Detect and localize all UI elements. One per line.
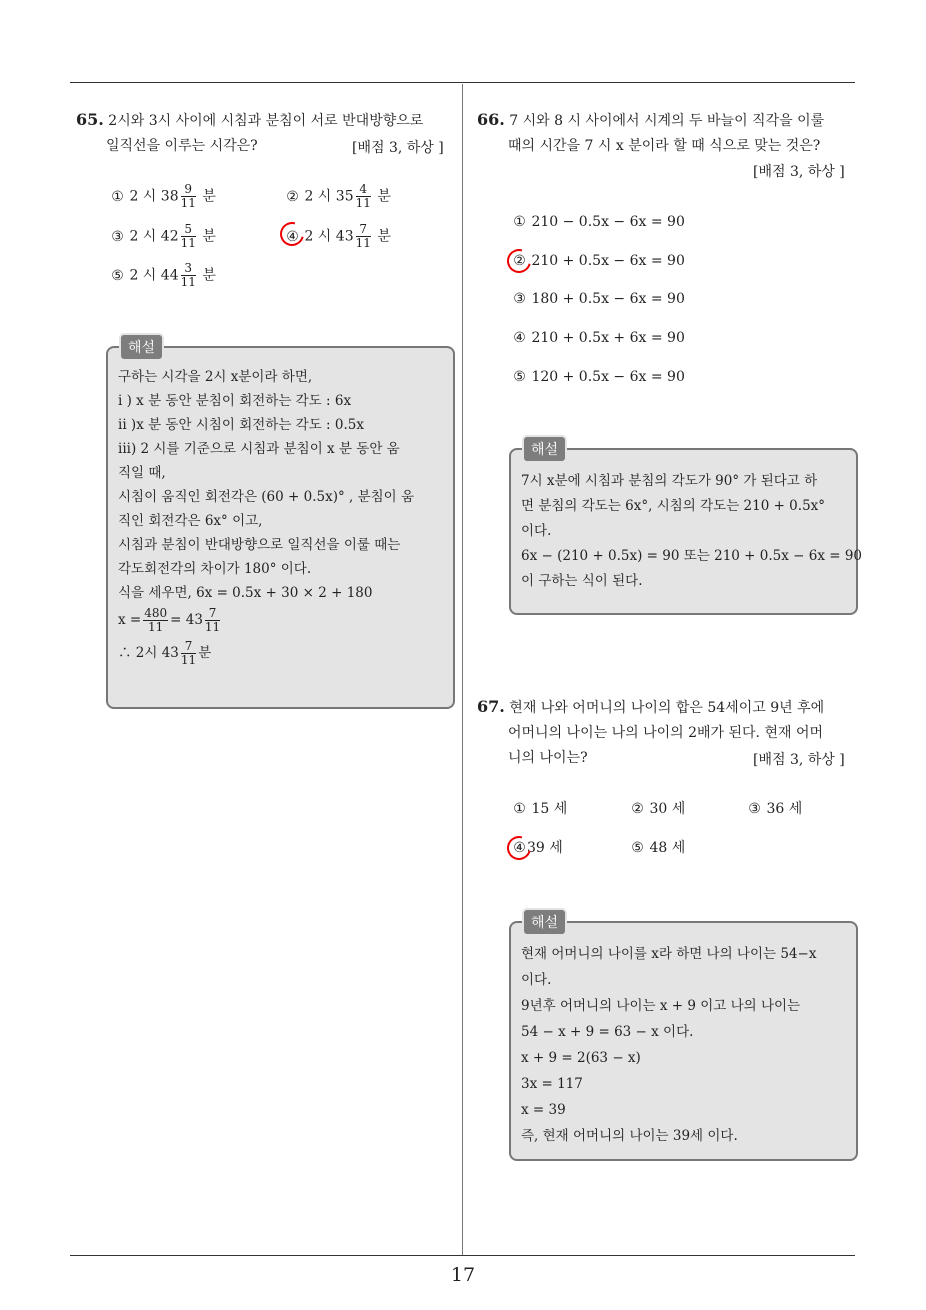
solution-box-67 [509, 915, 858, 1161]
option-1[interactable] [512, 799, 567, 819]
solution-label: 해설 [522, 435, 567, 463]
question-text-line1: 7 시와 8 시 사이에서 시계의 두 바늘이 직각을 이룰 [509, 113, 825, 129]
question-number: 65. [76, 110, 104, 129]
option-text: 2 시 38 [129, 188, 179, 205]
option-text: 120 + 0.5x − 6x = 90 [531, 369, 685, 385]
option-text: 210 + 0.5x − 6x = 90 [531, 253, 685, 269]
option-4[interactable] [512, 328, 685, 348]
option-text: 210 − 0.5x − 6x = 90 [531, 214, 685, 230]
fraction: $\frac{5}{11}$ [180, 222, 196, 250]
option-mark: ④ [513, 330, 526, 346]
question-text-line1: 2시와 3시 사이에 시침과 분침이 서로 반대방향으로 [108, 113, 424, 129]
option-5[interactable] [630, 838, 685, 858]
solution-body: 현재 어머니의 나이를 x라 하면 나의 나이는 54−x 이다. 9년후 어머니의 나이는 x + 9 이고 나의 나이는 54 − x + 9 = 63 − x 이다. x + 9 = 2(63 − x) 3x = 117 x = 39 즉, 현재 어머니의 나이는 39세 이다. [521, 946, 817, 1144]
option-mark: ④ [286, 228, 299, 245]
option-3[interactable] [110, 223, 216, 250]
fraction: $\frac{3}{11}$ [180, 261, 196, 289]
option-mark: ③ [748, 801, 761, 817]
question-text-line2: 어머니의 나이는 나의 나이의 2배가 된다. 현재 어머 [508, 725, 823, 741]
option-text: 39 세 [527, 840, 563, 856]
option-unit: 분 [202, 267, 216, 284]
option-text: 2 시 42 [129, 228, 179, 245]
option-mark: ③ [111, 228, 124, 245]
option-text: 180 + 0.5x − 6x = 90 [531, 291, 685, 307]
option-text: 48 세 [649, 840, 686, 856]
question-text-line1: 현재 나와 어머니의 나이의 합은 54세이고 9년 후에 [509, 700, 825, 716]
option-2[interactable] [630, 799, 685, 819]
solution-box-66 [509, 442, 863, 615]
option-text: 210 + 0.5x + 6x = 90 [531, 330, 685, 346]
solution-box-65 [106, 340, 455, 709]
page-number: 17 [450, 1264, 476, 1286]
option-text: 15 세 [531, 801, 568, 817]
option-1[interactable] [512, 212, 685, 232]
option-mark: ① [513, 214, 526, 230]
option-3[interactable] [512, 289, 685, 309]
score-meta: [배점 3, 하상 ] [753, 164, 845, 180]
option-mark: ⑤ [513, 369, 526, 385]
fraction: $\frac{4}{11}$ [355, 182, 371, 210]
option-5[interactable] [110, 262, 216, 289]
option-1[interactable] [110, 183, 216, 210]
option-mark: ① [513, 801, 526, 817]
option-text: 2 시 35 [304, 188, 354, 205]
solution-body: 7시 x분에 시침과 분침의 각도가 90° 가 된다고 하 면 분침의 각도는 6x°, 시침의 각도는 210 + 0.5x° 이다. 6x − (210 + 0.5x) = 90 또는 210 + 0.5x − 6x = 90 이 구하는 식이 된다. [521, 473, 863, 589]
option-mark: ② [513, 253, 526, 269]
solution-label: 해설 [522, 908, 567, 936]
option-mark: ⑤ [631, 840, 644, 856]
column-divider [462, 84, 463, 1255]
option-mark: ② [286, 188, 299, 205]
bottom-rule [70, 1255, 855, 1256]
option-unit: 분 [202, 188, 216, 205]
option-mark: ⑤ [111, 267, 124, 284]
fraction: $\frac{7}{11}$ [355, 222, 371, 250]
solution-body: 구하는 시각을 2시 x분이라 하면, i ) x 분 동안 분침이 회전하는 각도 : 6x ii )x 분 동안 시침이 회전하는 각도 : 0.5x iii) 2 시를 기준으로 시침과 분침이 x 분 동안 움 직일 때, 시침이 움직인 회전각은 (60 + 0.5x)° , 분침이 움 직인 회전각은 6x° 이고, 시침과 분침이 반대방향으로 일직선을 이룰 때는 각도회전각의 차이가 180° 이다. 식을 세우면, 6x = 0.5x + 30 × 2 + 180 x = $\frac{480}{11}$ = 43 $\frac{7}{11}$ ∴ 2시 43 $\frac{7}{11}$ 분 [118, 369, 415, 667]
fraction: $\frac{9}{11}$ [180, 182, 196, 210]
option-mark: ① [111, 188, 124, 205]
solution-label: 해설 [119, 333, 164, 361]
question-number: 66. [477, 110, 505, 129]
option-unit: 분 [202, 228, 216, 245]
option-2[interactable] [512, 251, 685, 271]
option-3[interactable] [747, 799, 802, 819]
score-meta: [배점 3, 하상 ] [352, 140, 444, 156]
question-text-line2: 일직선을 이루는 시각은? [106, 138, 258, 154]
option-mark: ④ [513, 840, 526, 856]
answer-circle-mark [503, 245, 536, 278]
option-unit: 분 [377, 188, 391, 205]
option-unit: 분 [377, 228, 391, 245]
top-rule [70, 82, 855, 83]
option-2[interactable] [285, 183, 391, 210]
option-text: 2 시 43 [304, 228, 354, 245]
option-text: 2 시 44 [129, 267, 179, 284]
score-meta: [배점 3, 하상 ] [753, 752, 845, 768]
question-66 [477, 107, 862, 159]
answer-circle-mark [503, 832, 536, 865]
question-number: 67. [477, 697, 505, 716]
option-5[interactable] [512, 367, 685, 387]
option-text: 30 세 [649, 801, 686, 817]
question-text-line2: 때의 시간을 7 시 x 분이라 할 때 식으로 맞는 것은? [508, 138, 821, 154]
option-text: 36 세 [766, 801, 803, 817]
question-text-line3: 니의 나이는? [508, 750, 588, 766]
option-mark: ② [631, 801, 644, 817]
option-mark: ③ [513, 291, 526, 307]
